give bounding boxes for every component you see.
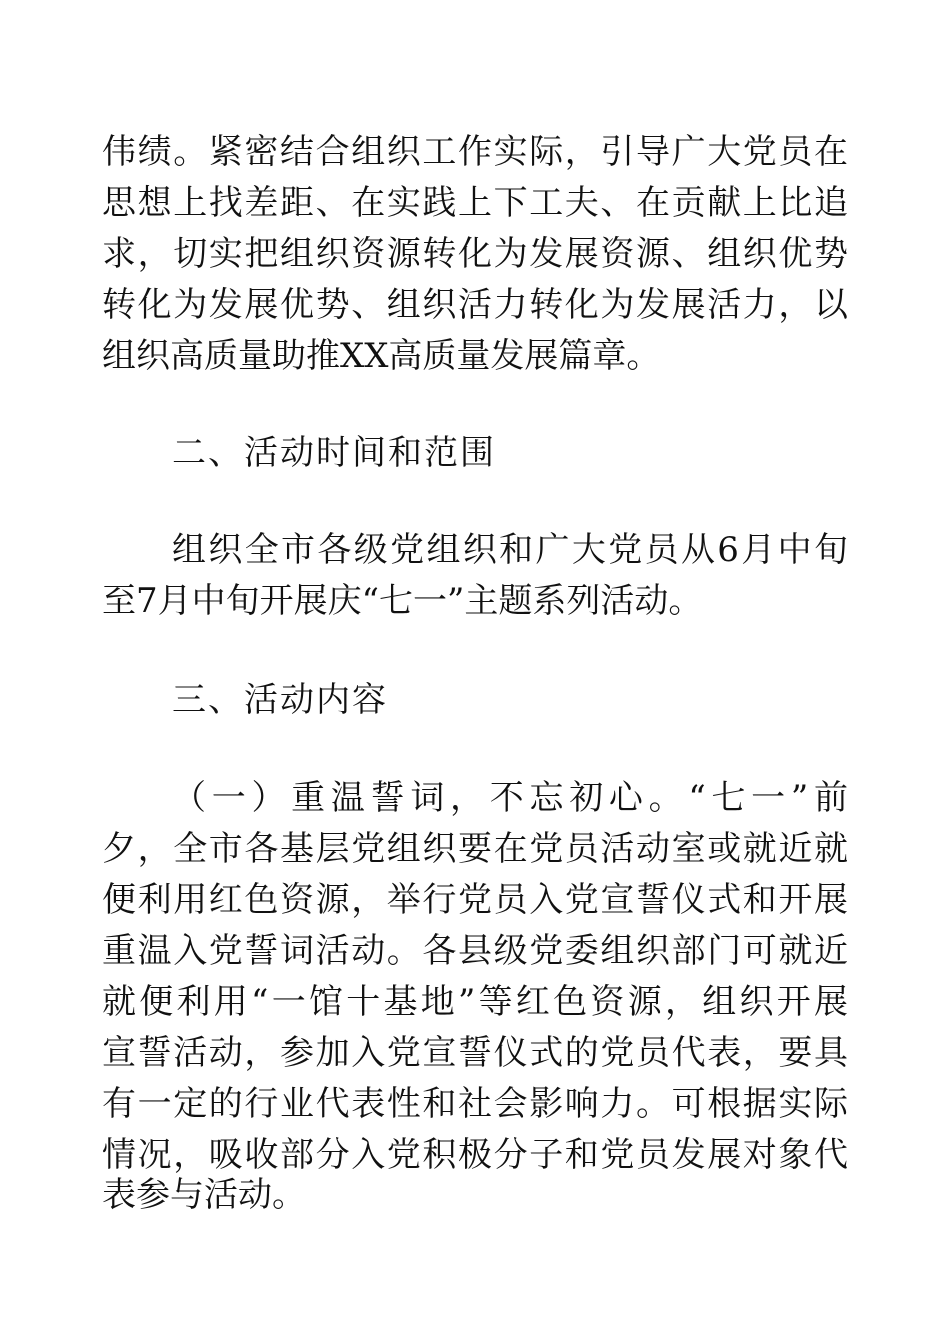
paragraph-2-line-1: 组织全市各级党组织和广大党员从6月中旬 <box>172 530 848 570</box>
paragraph-3-line-7: 有一定的行业代表性和社会影响力。可根据实际 <box>102 1084 848 1124</box>
paragraph-2-line-2: 至7月中旬开展庆“七一”主题系列活动。 <box>102 581 703 621</box>
section-heading-3: 三、活动内容 <box>172 680 388 720</box>
paragraph-1-line-3: 求，切实把组织资源转化为发展资源、组织优势 <box>102 234 848 274</box>
paragraph-1-line-1: 伟绩。紧密结合组织工作实际，引导广大党员在 <box>102 132 848 172</box>
paragraph-3-line-6: 宣誓活动，参加入党宣誓仪式的党员代表，要具 <box>102 1033 848 1073</box>
paragraph-3-line-2: 夕，全市各基层党组织要在党员活动室或就近就 <box>102 829 848 869</box>
paragraph-3-line-1: （一）重温誓词，不忘初心。“七一”前 <box>172 778 848 818</box>
paragraph-3-line-8: 情况，吸收部分入党积极分子和党员发展对象代 <box>102 1135 848 1175</box>
paragraph-1-line-4: 转化为发展优势、组织活力转化为发展活力，以 <box>102 285 848 325</box>
paragraph-3-line-5: 就便利用“一馆十基地”等红色资源，组织开展 <box>102 982 848 1022</box>
section-heading-2: 二、活动时间和范围 <box>172 433 496 473</box>
paragraph-1-line-5: 组织高质量助推XX高质量发展篇章。 <box>102 336 661 376</box>
paragraph-3-line-3: 便利用红色资源，举行党员入党宣誓仪式和开展 <box>102 880 848 920</box>
paragraph-1-line-2: 思想上找差距、在实践上下工夫、在贡献上比追 <box>102 183 848 223</box>
paragraph-3-line-9: 表参与活动。 <box>102 1175 306 1215</box>
paragraph-3-line-4: 重温入党誓词活动。各县级党委组织部门可就近 <box>102 931 848 971</box>
